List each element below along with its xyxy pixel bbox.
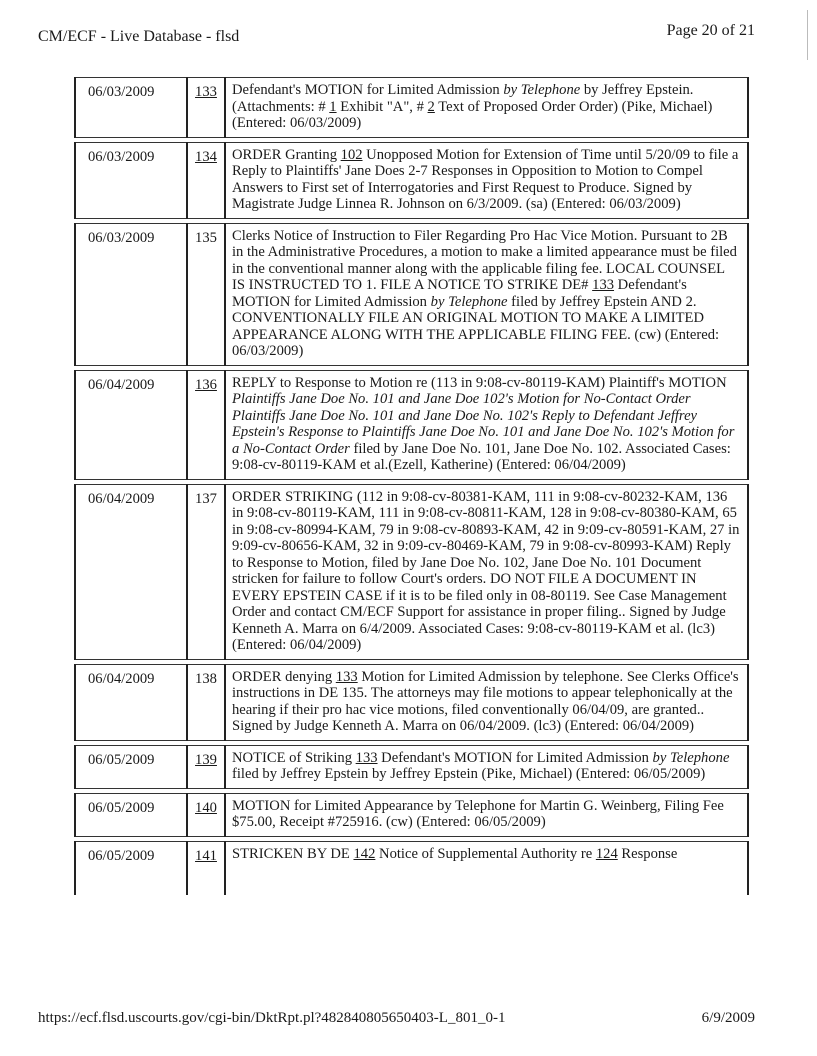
entry-number[interactable] bbox=[187, 745, 225, 788]
entry-date: 06/03/2009 bbox=[75, 142, 187, 218]
attachment-link[interactable]: 2 bbox=[427, 98, 435, 115]
entry-number[interactable] bbox=[187, 841, 225, 895]
entry-number[interactable] bbox=[187, 78, 225, 138]
entry-number-link[interactable]: 140 bbox=[195, 799, 217, 816]
entry-date: 06/03/2009 bbox=[75, 223, 187, 365]
entry-number-link[interactable]: 139 bbox=[195, 751, 217, 768]
page-footer-date: 6/9/2009 bbox=[701, 1010, 755, 1026]
entry-number-link[interactable]: 134 bbox=[195, 148, 217, 165]
document-link[interactable]: 133 bbox=[355, 749, 378, 766]
entry-number[interactable] bbox=[187, 793, 225, 836]
docket-row bbox=[75, 223, 748, 365]
document-link[interactable]: 133 bbox=[592, 277, 615, 293]
entry-number[interactable] bbox=[187, 370, 225, 479]
docket-row bbox=[75, 841, 748, 895]
docket-row bbox=[75, 745, 748, 788]
entry-text: ORDER Granting 102 Unopposed Motion for Extension of Time until 5/20/09 to file a Reply to Plaintiffs' Jane Does 2-7 Responses in Opposition to Motion to Compel Answers to First set of Interrogatories and First Request to Produce. Signed by Magistrate Judge Linnea R. Johnson on 6/3/2009. (sa) (Entered: 06/03/2009) bbox=[225, 142, 748, 218]
entry-text: NOTICE of Striking 133 Defendant's MOTION for Limited Admission by Telephone filed by Jeffrey Epstein by Jeffrey Epstein (Pike, Michael) (Entered: 06/05/2009) bbox=[225, 745, 748, 788]
entry-date: 06/03/2009 bbox=[75, 78, 187, 138]
entry-date: 06/05/2009 bbox=[75, 841, 187, 895]
docket-table bbox=[74, 77, 749, 895]
entry-text: MOTION for Limited Appearance by Telephone for Martin G. Weinberg, Filing Fee $75.00, Receipt #725916. (cw) (Entered: 06/05/2009) bbox=[225, 793, 748, 836]
entry-date: 06/04/2009 bbox=[75, 370, 187, 479]
docket-row bbox=[75, 793, 748, 836]
entry-number: 138 bbox=[187, 664, 225, 740]
entry-text: ORDER STRIKING (112 in 9:08-cv-80381-KAM, 111 in 9:08-cv-80232-KAM, 136 in 9:08-cv-80119-KAM, 111 in 9:08-cv-80811-KAM, 128 in 9:08-cv-80380-KAM, 65 in 9:08-cv-80994-KAM, 79 in 9:08-cv-80893-KAM, 42 in 9:09-cv-80591-KAM, 27 in 9:09-cv-80656-KAM, 32 in 9:09-cv-80469-KAM, 79 in 9:08-cv-80993-KAM) Reply to Response to Motion, filed by Jane Doe No. 102, Jane Doe No. 101 Document stricken for failure to follow Court's orders. DO NOT FILE A DOCUMENT IN EVERY EPSTEIN CASE if it is to be filed only in 08-80119. See Case Management Order and contact CM/ECF Support for assistance in proper filing.. Signed by Judge Kenneth A. Marra on 6/4/2009. Associated Cases: 9:08-cv-80119-KAM et al. (lc3) (Entered: 06/04/2009) bbox=[225, 484, 748, 659]
entry-number-link[interactable]: 136 bbox=[195, 376, 217, 393]
page-footer-url: https://ecf.flsd.uscourts.gov/cgi-bin/DktRpt.pl?482840805650403-L_801_0-1 bbox=[38, 1010, 506, 1026]
entry-date: 06/04/2009 bbox=[75, 484, 187, 659]
entry-number-link[interactable]: 133 bbox=[195, 84, 217, 100]
scan-edge-line bbox=[807, 10, 808, 60]
entry-text: Defendant's MOTION for Limited Admission by Telephone by Jeffrey Epstein. (Attachments: # 1 Exhibit "A", # 2 Text of Proposed Order Order) (Pike, Michael) (Entered: 06/03/2009) bbox=[225, 78, 748, 138]
entry-text: STRICKEN BY DE 142 Notice of Supplemental Authority re 124 Response bbox=[225, 841, 748, 895]
document-link[interactable]: 142 bbox=[353, 845, 376, 862]
entry-date: 06/05/2009 bbox=[75, 793, 187, 836]
entry-text: ORDER denying 133 Motion for Limited Admission by telephone. See Clerks Office's instructions in DE 135. The attorneys may file motions to appear telephonically at the hearing if their pro hac vice motions, filed conventionally 06/04/09, are granted.. Signed by Judge Kenneth A. Marra on 06/04/2009. (lc3) (Entered: 06/04/2009) bbox=[225, 664, 748, 740]
docket-row bbox=[75, 142, 748, 218]
document-link[interactable]: 102 bbox=[340, 146, 363, 163]
page-number: Page 20 of 21 bbox=[666, 22, 755, 39]
docket-row bbox=[75, 664, 748, 740]
entry-date: 06/05/2009 bbox=[75, 745, 187, 788]
entry-number-link[interactable]: 141 bbox=[195, 847, 217, 864]
docket-row bbox=[75, 78, 748, 138]
entry-text: Clerks Notice of Instruction to Filer Regarding Pro Hac Vice Motion. Pursuant to 2B in the Administrative Procedures, a motion to make a limited appearance must be filed in the conventional manner along with the applicable filing fee. LOCAL COUNSEL IS INSTRUCTED TO 1. FILE A NOTICE TO STRIKE DE# 133 Defendant's MOTION for Limited Admission by Telephone filed by Jeffrey Epstein AND 2. CONVENTIONALLY FILE AN ORIGINAL MOTION TO MAKE A LIMITED APPEARANCE ALONG WITH THE APPLICABLE FILING FEE. (cw) (Entered: 06/03/2009) bbox=[225, 223, 748, 365]
document-link[interactable]: 133 bbox=[335, 668, 358, 685]
docket-row bbox=[75, 370, 748, 479]
entry-date: 06/04/2009 bbox=[75, 664, 187, 740]
docket-row bbox=[75, 484, 748, 659]
entry-number: 135 bbox=[187, 223, 225, 365]
attachment-link[interactable]: 1 bbox=[329, 98, 337, 115]
entry-number[interactable] bbox=[187, 142, 225, 218]
entry-text: REPLY to Response to Motion re (113 in 9:08-cv-80119-KAM) Plaintiff's MOTION Plaintiffs Jane Doe No. 101 and Jane Doe 102's Motion for No-Contact Order Plaintiffs Jane Doe No. 101 and Jane Doe No. 102's Reply to Defendant Jeffrey Epstein's Response to Plaintiffs Jane Doe No. 101 and Jane Doe No. 102's Motion for a No-Contact Order filed by Jane Doe No. 101, Jane Doe No. 102. Associated Cases: 9:08-cv-80119-KAM et al.(Ezell, Katherine) (Entered: 06/04/2009) bbox=[225, 370, 748, 479]
page-header-title: CM/ECF - Live Database - flsd bbox=[38, 28, 240, 45]
entry-number: 137 bbox=[187, 484, 225, 659]
document-link[interactable]: 124 bbox=[595, 845, 618, 862]
